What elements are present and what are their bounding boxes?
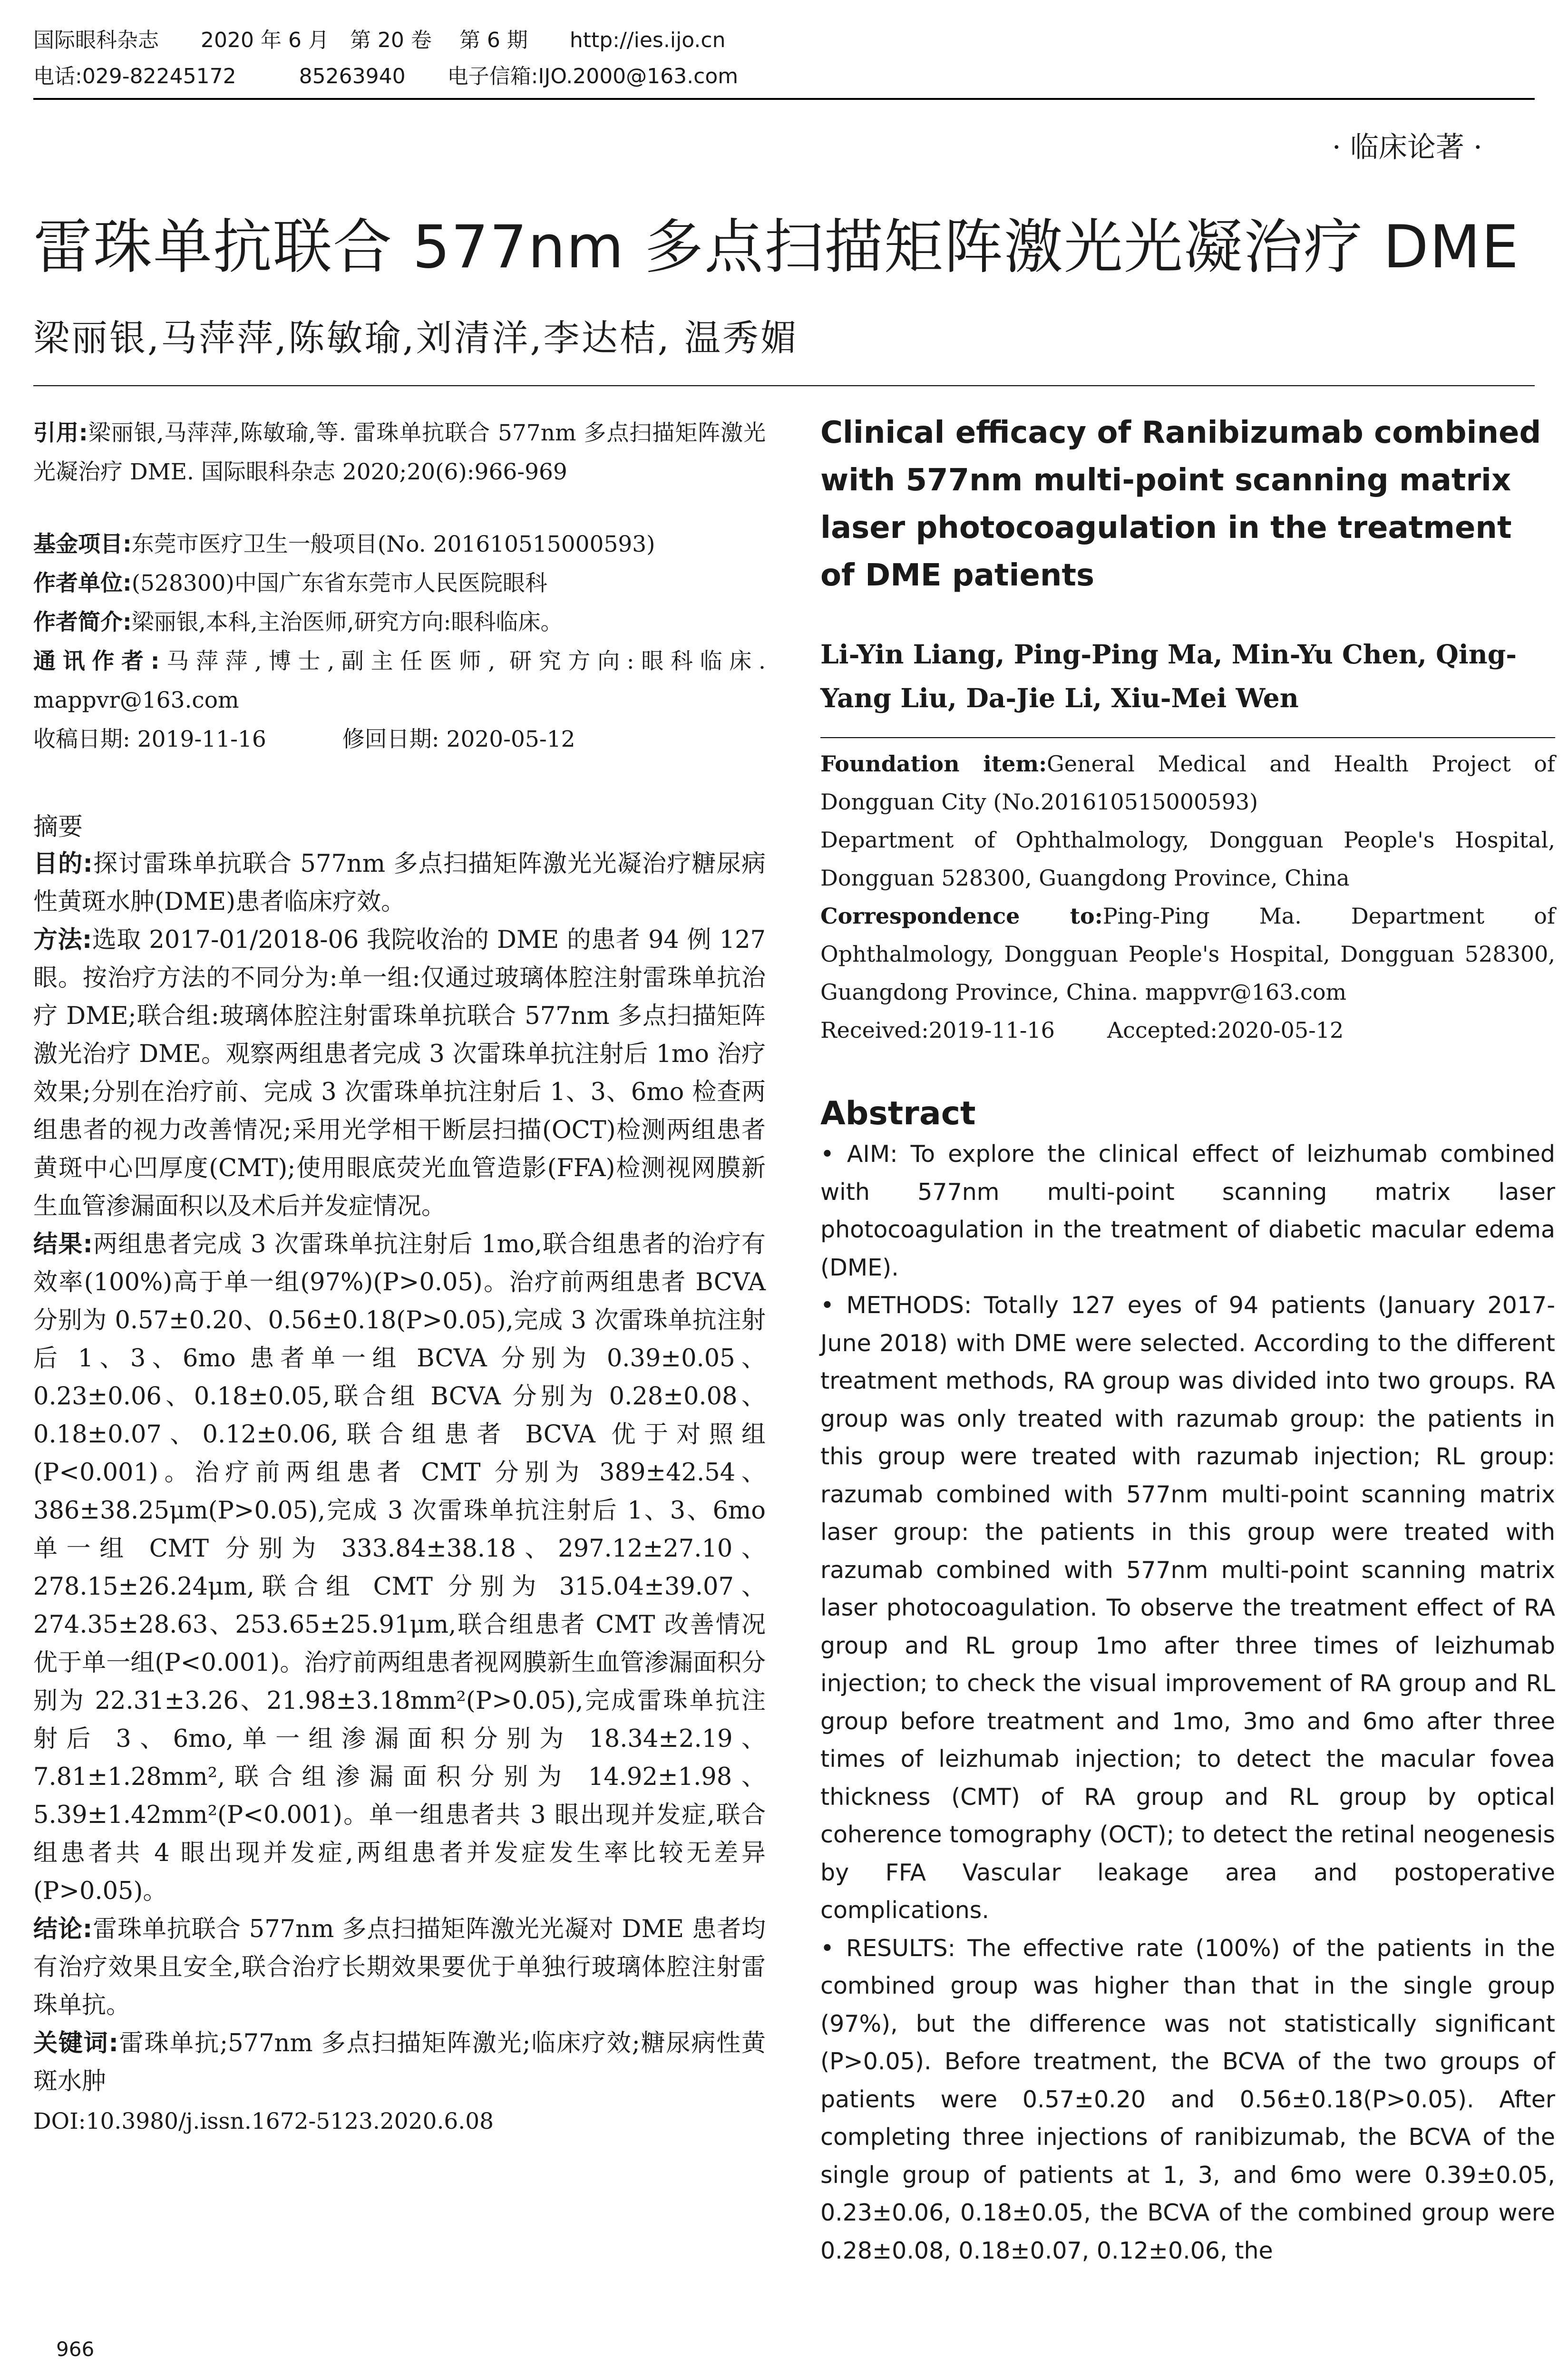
abstract-conclusion: 结论:雷珠单抗联合 577nm 多点扫描矩阵激光光凝对 DME 患者均有治疗效果且安全,联合治疗长期效果要优于单独行玻璃体腔注射雷珠单抗。 <box>33 1915 766 2019</box>
abstract-en-aim: • AIM: To explore the clinical effect of leizhumab combined with 577nm multi-point scanning matrix laser photocoagulation in the treatment of diabetic macular edema (DME). <box>820 1140 1555 1281</box>
citation-text: 梁丽银,马萍萍,陈敏瑜,等. 雷珠单抗联合 577nm 多点扫描矩阵激光光凝治疗 DME. 国际眼科杂志 2020;20(6):966-969 <box>33 420 766 485</box>
abstract-results: 结果:两组患者完成 3 次雷珠单抗注射后 1mo,联合组患者的治疗有效率(100%)高于单一组(97%)(P>0.05)。治疗前两组患者 BCVA 分别为 0.57±0.20、0.56±0.18(P>0.05),完成 3 次雷珠单抗注射后 1、3、6mo 患者单一组 BCVA 分别为 0.39±0.05、0.23±0.06、0.18±0.05,联合组 BCVA 分别为 0.28±0.08、0.18±0.07、0.12±0.06,联合组患者 BCVA 优于对照组(P<0.001)。治疗前两组患者 CMT 分别为 389±42.54、386±38.25μm(P>0.05),完成 3 次雷珠单抗注射后 1、3、6mo 单一组 CMT 分别为 333.84±38.18、297.12±27.10、278.15±26.24μm,联合组 CMT 分别为 315.04±39.07、274.35±28.63、253.65±25.91μm,联合组患者 CMT 改善情况优于单一组(P<0.001)。治疗前两组患者视网膜新生血管渗漏面积分别为 22.31±3.26、21.98±3.18mm²(P>0.05),完成雷珠单抗注射后 3、6mo,单一组渗漏面积分别为 18.34±2.19、7.81±1.28mm²,联合组渗漏面积分别为 14.92±1.98、5.39±1.42mm²(P<0.001)。单一组患者共 3 眼出现并发症,联合组患者共 4 眼出现并发症,两组患者并发症发生率比较无差异(P>0.05)。 <box>33 1230 766 1905</box>
corresponding-author-line: 通讯作者:马萍萍,博士,副主任医师, 研究方向:眼科临床. mappvr@163.com <box>33 648 766 713</box>
foundation-line: Foundation item:General Medical and Health Project of Dongguan City (No.201610515000593) <box>820 751 1555 815</box>
article-title: 雷珠单抗联合 577nm 多点扫描矩阵激光光凝治疗 DME <box>33 213 1520 282</box>
english-authors: Li-Yin Liang, Ping-Ping Ma, Min-Yu Chen, Qing-Yang Liu, Da-Jie Li, Xiu-Mei Wen <box>820 639 1517 713</box>
citation <box>33 414 766 492</box>
abstract-en-methods: • METHODS: Totally 127 eyes of 94 patients (January 2017-June 2018) with DME were selected. According to the different treatment methods, RA group was divided into two groups. RA group was only treated with razumab group: the patients in this group were treated with razumab injection; RL group: razumab combined with 577nm multi-point scanning matrix laser group: the patients in this group were treated with razumab combined with 577nm multi-point scanning matrix laser photocoagulation. To observe the treatment effect of RA group and RL group 1mo after three times of leizhumab injection; to check the visual improvement of RA group and RL group before treatment and 1mo, 3mo and 6mo after three times of leizhumab injection; to detect the macular fovea thickness (CMT) of RA group and RL group by optical coherence tomography (OCT); to detect the retinal neogenesis by FFA Vascular leakage area and postoperative complications. <box>820 1292 1555 1924</box>
revised-date: 修回日期: 2020-05-12 <box>342 726 575 752</box>
unit-line: 作者单位:(528300)中国广东省东莞市人民医院眼科 <box>33 570 547 596</box>
department-line: Department of Ophthalmology, Dongguan People's Hospital, Dongguan 528300, Guangdong Province, China <box>820 827 1555 891</box>
received-date: 收稿日期: 2019-11-16 <box>33 726 266 752</box>
authors-cn: 梁丽银,马萍萍,陈敏瑜,刘清洋,李达桔, 温秀媚 <box>33 317 799 359</box>
received-date-en: Received:2019-11-16 <box>820 1017 1055 1043</box>
abstract-en-results: • RESULTS: The effective rate (100%) of the patients in the combined group was higher than that in the single group (97%), but the difference was not statistically significant (P>0.05). Before treatment, the BCVA of the two groups of patients were 0.57±0.20 and 0.56±0.18(P>0.05). After completing three injections of ranibizumab, the BCVA of the single group of patients at 1, 3, and 6mo were 0.39±0.05, 0.23±0.06, 0.18±0.05, the BCVA of the combined group were 0.28±0.08, 0.18±0.07, 0.12±0.06, the <box>820 1934 1555 2264</box>
title-rule <box>33 385 1535 386</box>
author-intro-line: 作者简介:梁丽银,本科,主治医师,研究方向:眼科临床。 <box>33 609 563 635</box>
fund-line: 基金项目:东莞市医疗卫生一般项目(No. 201610515000593) <box>33 531 655 557</box>
english-title: Clinical efficacy of Ranibizumab combined with 577nm multi-point scanning matrix laser photocoagulation in the treatment of DME patients <box>820 415 1541 593</box>
header-rule <box>33 98 1535 100</box>
page-number: 966 <box>56 2338 95 2361</box>
left-column <box>33 414 766 2141</box>
english-authors-rule <box>820 737 1555 738</box>
abstract-aim: 目的:探讨雷珠单抗联合 577nm 多点扫描矩阵激光光凝治疗糖尿病性黄斑水肿(DME)患者临床疗效。 <box>33 850 766 916</box>
journal-header-line2: 电话:029-82245172 85263940 电子信箱:IJO.2000@163.com <box>33 64 739 88</box>
journal-header-line1: 国际眼科杂志 2020 年 6 月 第 20 卷 第 6 期 http://ies.ijo.cn <box>33 28 726 52</box>
english-dates-line <box>820 1011 1555 1049</box>
citation-label: 引用: <box>33 420 88 446</box>
abstract-methods: 方法:选取 2017-01/2018-06 我院收治的 DME 的患者 94 例 127 眼。按治疗方法的不同分为:单一组:仅通过玻璃体腔注射雷珠单抗治疗 DME;联合组:玻璃体腔注射雷珠单抗联合 577nm 多点扫描矩阵激光治疗 DME。观察两组患者完成 3 次雷珠单抗注射后 1mo 治疗效果;分别在治疗前、完成 3 次雷珠单抗注射后 1、3、6mo 检查两组患者的视力改善情况;采用光学相干断层扫描(OCT)检测两组患者黄斑中心凹厚度(CMT);使用眼底荧光血管造影(FFA)检测视网膜新生血管渗漏面积以及术后并发症情况。 <box>33 926 766 1220</box>
abstract-heading-cn: 摘要 <box>33 813 83 841</box>
right-column <box>820 409 1555 2270</box>
abstract-heading-en: Abstract <box>820 1095 976 1132</box>
article-info-en <box>820 745 1555 1049</box>
abstract-keywords: 关键词:雷珠单抗;577nm 多点扫描矩阵激光;临床疗效;糖尿病性黄斑水肿 <box>33 2029 766 2095</box>
abstract-en <box>820 1135 1555 2270</box>
article-info-cn <box>33 525 766 759</box>
correspondence-line: Correspondence to:Ping-Ping Ma. Department of Ophthalmology, Dongguan People's Hospital, Dongguan 528300, Guangdong Province, China. mappvr@163.com <box>820 903 1555 1005</box>
doi: DOI:10.3980/j.issn.1672-5123.2020.6.08 <box>33 2108 494 2134</box>
abstract-cn <box>33 845 766 2101</box>
section-tag: · 临床论著 · <box>1332 131 1482 164</box>
accepted-date-en: Accepted:2020-05-12 <box>1107 1017 1344 1043</box>
dates-line <box>33 720 766 759</box>
